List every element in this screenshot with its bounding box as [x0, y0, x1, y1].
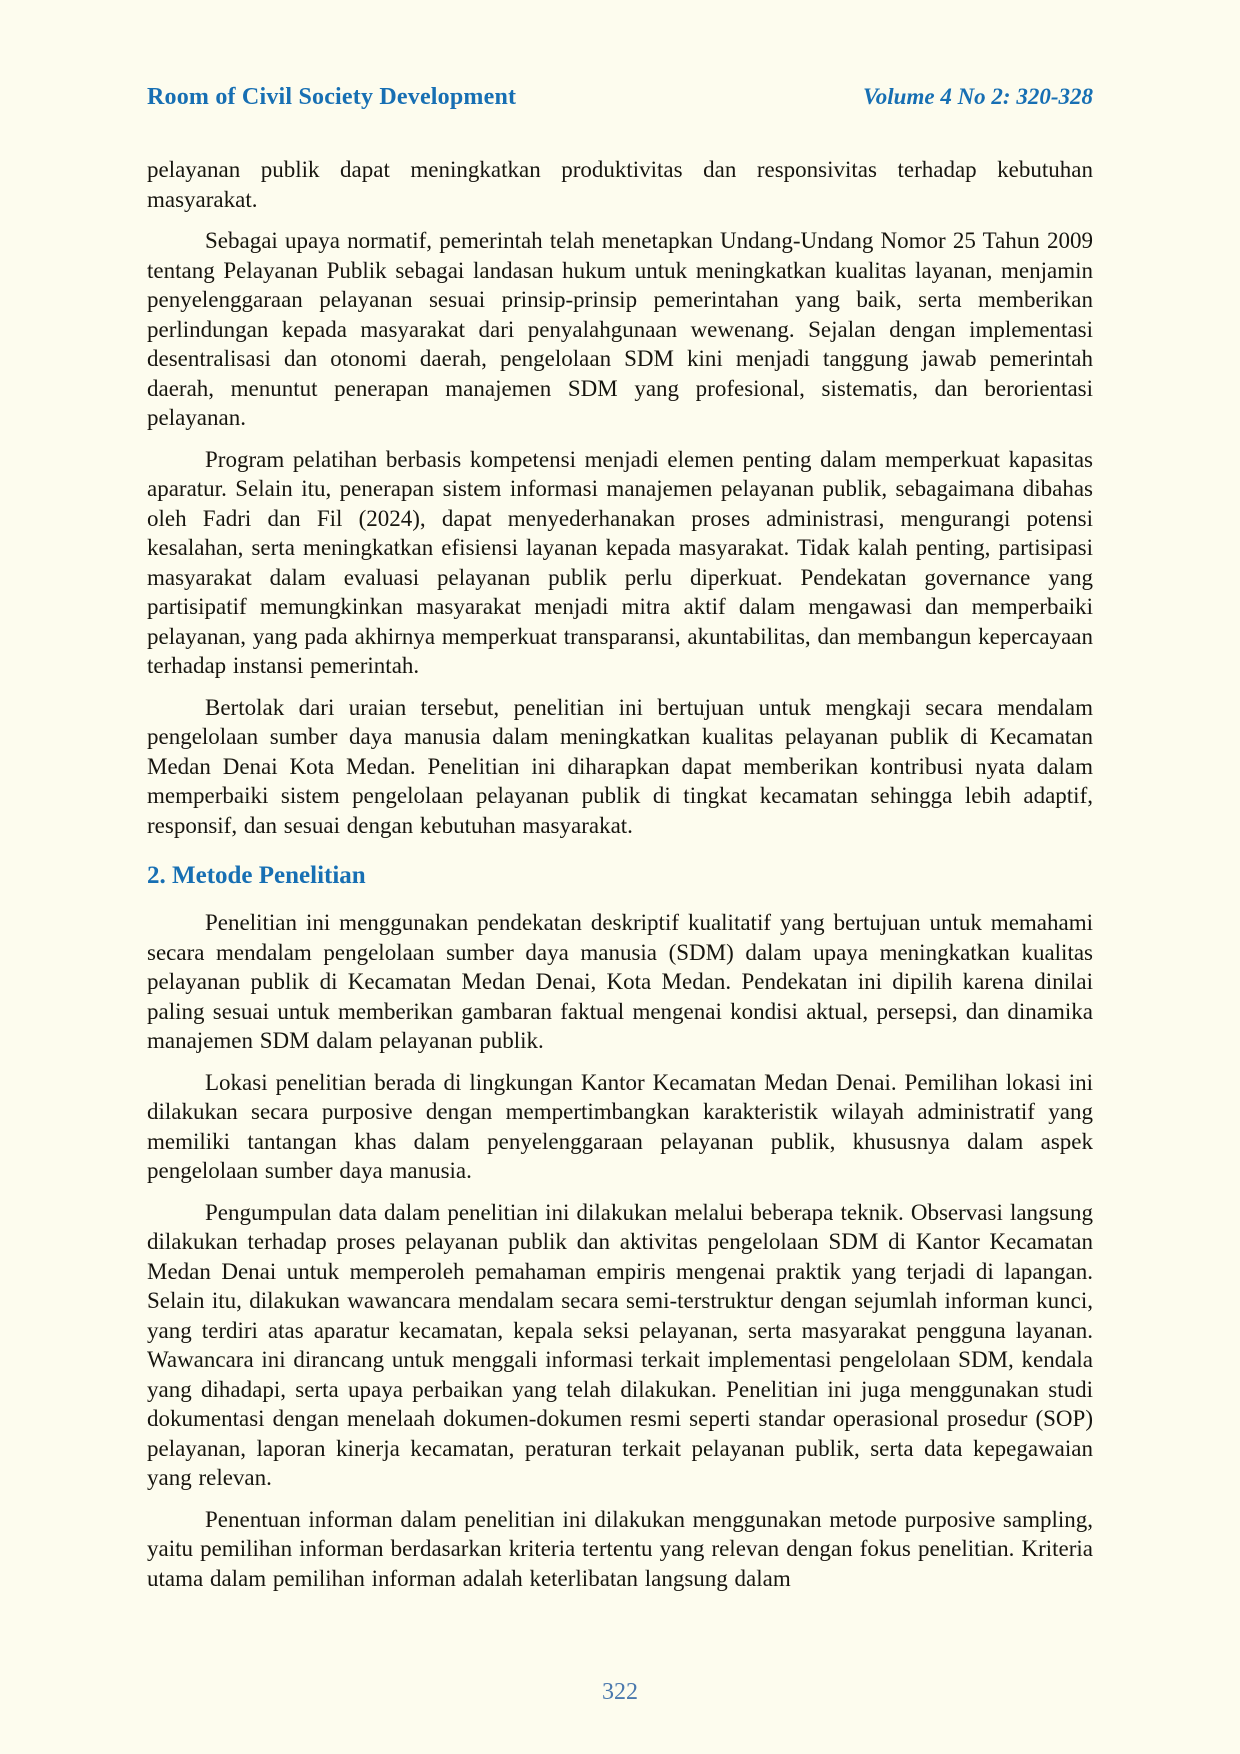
article-body	[147, 155, 1093, 1593]
body-paragraph: Pengumpulan data dalam penelitian ini dilakukan melalui beberapa teknik. Observasi langsung dilakukan terhadap proses pelayanan publik dan aktivitas pengelolaan SDM di Kantor Kecamatan Medan Denai untuk memperoleh pemahaman empiris mengenai praktik yang terjadi di lapangan. Selain itu, dilakukan wawancara mendalam secara semi-terstruktur dengan sejumlah informan kunci, yang terdiri atas aparatur kecamatan, kepala seksi pelayanan, serta masyarakat pengguna layanan. Wawancara ini dirancang untuk menggali informasi terkait implementasi pengelolaan SDM, kendala yang dihadapi, serta upaya perbaikan yang telah dilakukan. Penelitian ini juga menggunakan studi dokumentasi dengan menelaah dokumen-dokumen resmi seperti standar operasional prosedur (SOP) pelayanan, laporan kinerja kecamatan, peraturan terkait pelayanan publik, serta data kepegawaian yang relevan.	[147, 1199, 1093, 1490]
body-paragraph: Program pelatihan berbasis kompetensi menjadi elemen penting dalam memperkuat kapasitas aparatur. Selain itu, penerapan sistem informasi manajemen pelayanan publik, sebagaimana dibahas oleh Fadri dan Fil (2024), dapat menyederhanakan proses administrasi, mengurangi potensi kesalahan, serta meningkatkan efisiensi layanan kepada masyarakat. Tidak kalah penting, partisipasi masyarakat dalam evaluasi pelayanan publik perlu diperkuat. Pendekatan governance yang partisipatif memungkinkan masyarakat menjadi mitra aktif dalam mengawasi dan memperbaiki pelayanan, yang pada akhirnya memperkuat transparansi, akuntabilitas, dan membangun kepercayaan terhadap instansi pemerintah.	[147, 446, 1093, 678]
page-number: 322	[602, 1679, 638, 1705]
body-paragraph: Sebagai upaya normatif, pemerintah telah menetapkan Undang-Undang Nomor 25 Tahun 2009 tentang Pelayanan Publik sebagai landasan hukum untuk meningkatkan kualitas layanan, menjamin penyelenggaraan pelayanan sesuai prinsip-prinsip pemerintahan yang baik, serta memberikan perlindungan kepada masyarakat dari penyalahgunaan wewenang. Sejalan dengan implementasi desentralisasi dan otonomi daerah, pengelolaan SDM kini menjadi tanggung jawab pemerintah daerah, menuntut penerapan manajemen SDM yang profesional, sistematis, dan berorientasi pelayanan.	[147, 228, 1093, 430]
volume-info: Volume 4 No 2: 320-328	[863, 84, 1093, 109]
body-paragraph: Bertolak dari uraian tersebut, penelitian ini bertujuan untuk mengkaji secara mendalam pengelolaan sumber daya manusia dalam meningkatkan kualitas pelayanan publik di Kecamatan Medan Denai Kota Medan. Penelitian ini diharapkan dapat memberikan kontribusi nyata dalam memperbaiki sistem pengelolaan pelayanan publik di tingkat kecamatan sehingga lebih adaptif, responsif, dan sesuai dengan kebutuhan masyarakat.	[147, 694, 1093, 838]
body-paragraph-continuation: pelayanan publik dapat meningkatkan produktivitas dan responsivitas terhadap kebutuhan masyarakat.	[147, 157, 1093, 212]
body-paragraph: Penentuan informan dalam penelitian ini dilakukan menggunakan metode purposive sampling, yaitu pemilihan informan berdasarkan kriteria tertentu yang relevan dengan fokus penelitian. Kriteria utama dalam pemilihan informan adalah keterlibatan langsung dalam	[147, 1506, 1093, 1591]
body-paragraph: Lokasi penelitian berada di lingkungan Kantor Kecamatan Medan Denai. Pemilihan lokasi ini dilakukan secara purposive dengan mempertimbangkan karakteristik wilayah administratif yang memiliki tantangan khas dalam penyelenggaraan pelayanan publik, khususnya dalam aspek pengelolaan sumber daya manusia.	[147, 1069, 1093, 1183]
journal-title: Room of Civil Society Development	[147, 84, 517, 110]
page-footer	[0, 1679, 1240, 1706]
page-header	[147, 84, 1093, 111]
body-paragraph: Penelitian ini menggunakan pendekatan deskriptif kualitatif yang bertujuan untuk memahami secara mendalam pengelolaan sumber daya manusia (SDM) dalam upaya meningkatkan kualitas pelayanan publik di Kecamatan Medan Denai, Kota Medan. Pendekatan ini dipilih karena dinilai paling sesuai untuk memberikan gambaran faktual mengenai kondisi aktual, persepsi, dan dinamika manajemen SDM dalam pelayanan publik.	[147, 910, 1093, 1053]
section-heading-metode-penelitian: 2. Metode Penelitian	[147, 862, 366, 889]
